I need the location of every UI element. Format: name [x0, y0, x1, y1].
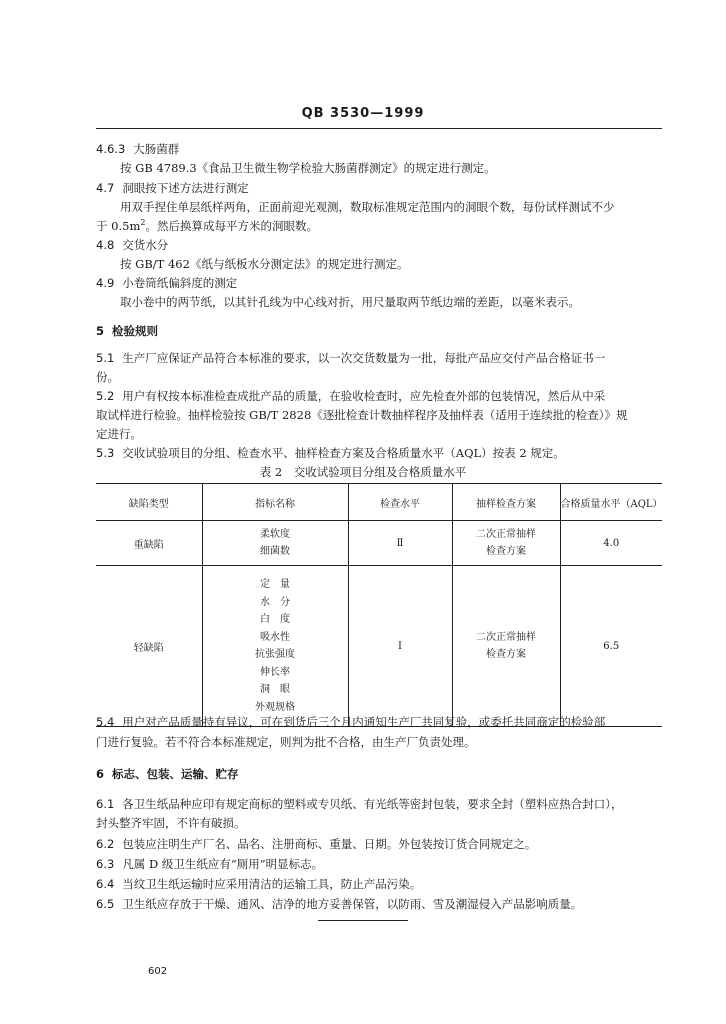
- clause-5-4: 5.4 用户对产品质量持有异议，可在到货后三个月内通知生产厂共同复验，或委托共同商定的检验部: [96, 715, 606, 729]
- col-header-aql: 合格质量水平（AQL）: [560, 484, 662, 521]
- table-row: [96, 521, 662, 566]
- clause-heading-4-8: 4.8 交货水分: [96, 238, 169, 252]
- clause-6-4: 6.4 当纹卫生纸运输时应采用清洁的运输工具，防止产品污染。: [96, 877, 422, 891]
- clause-6-2: 6.2 包装应注明生产厂名、品名、注册商标、重量、日期。外包装按订货合同规定之。: [96, 837, 537, 851]
- clause-body: 份。: [96, 370, 119, 384]
- page-number: 602: [148, 966, 168, 977]
- clause-5-2: 5.2 用户有权按本标准检查成批产品的质量，在验收检查时，应先检查外部的包装情况，然后从中采: [96, 389, 606, 403]
- cell-indicators: 定 量 水 分 白 度 吸水性 抗张强度 伸长率 洞 眼 外观规格: [202, 566, 348, 727]
- col-header-defect-type: 缺陷类型: [96, 484, 202, 521]
- clause-heading-4-9: 4.9 小卷筒纸偏斜度的测定: [96, 276, 238, 290]
- clause-body: 封头整齐牢固，不许有破损。: [96, 816, 246, 830]
- col-header-indicator: 指标名称: [202, 484, 348, 521]
- cell-aql: 4.0: [560, 521, 662, 566]
- col-header-sampling-plan: 抽样检查方案: [452, 484, 560, 521]
- header-rule: [96, 128, 662, 129]
- clause-6-1: 6.1 各卫生纸品种应印有规定商标的塑料或专贝纸、有光纸等密封包装，要求全封（塑料应热合封口），: [96, 797, 623, 811]
- clause-6-3: 6.3 凡属 D 级卫生纸应有“厕用”明显标志。: [96, 857, 324, 871]
- cell-sampling-plan: 二次正常抽样 检查方案: [452, 521, 560, 566]
- clause-heading-4-6-3: 4.6.3 大肠菌群: [96, 142, 180, 156]
- section-heading-5: 5 检验规则: [96, 324, 159, 338]
- section-heading-6: 6 标志、包装、运输、贮存: [96, 767, 239, 781]
- cell-indicators: 柔软度 细菌数: [202, 521, 348, 566]
- clause-5-3: 5.3 交收试验项目的分组、检查水平、抽样检查方案及合格质量水平（AQL）按表 2 规定。: [96, 446, 565, 460]
- clause-body: 定进行。: [96, 427, 142, 441]
- clause-body: 按 GB/T 462《纸与纸板水分测定法》的规定进行测定。: [120, 257, 409, 271]
- cell-sampling-plan: 二次正常抽样 检查方案: [452, 566, 560, 727]
- clause-body: 门进行复验。若不符合本标准规定，则判为批不合格，由生产厂负责处理。: [96, 735, 476, 749]
- cell-inspection-level: Ⅰ: [348, 566, 452, 727]
- table-row: [96, 566, 662, 727]
- table-caption: 表 2 交收试验项目分组及合格质量水平: [259, 465, 467, 479]
- col-header-inspection-level: 检查水平: [348, 484, 452, 521]
- clause-body: 取小卷中的两节纸，以其针孔线为中心线对折，用尺量取两节纸边端的差距，以毫米表示。: [120, 295, 580, 309]
- clause-body: 用双手捏住单层纸样两角，正面前迎光观测，数取标准规定范围内的洞眼个数，每份试样测试不少: [120, 200, 615, 214]
- clause-body: 取试样进行检验。抽样检验按 GB/T 2828《逐批检查计数抽样程序及抽样表（适用于连续批的检查）》规: [96, 408, 628, 422]
- acceptance-test-table: [96, 483, 662, 727]
- cell-inspection-level: Ⅱ: [348, 521, 452, 566]
- table-header-row: [96, 484, 662, 521]
- clause-5-1: 5.1 生产厂应保证产品符合本标准的要求，以一次交货数量为一批，每批产品应交付产品合格证书一: [96, 351, 606, 365]
- clause-6-5: 6.5 卫生纸应存放于干燥、通风、洁净的地方妥善保管，以防雨、雪及潮湿侵入产品影响质量。: [96, 897, 583, 911]
- cell-aql: 6.5: [560, 566, 662, 727]
- standard-code-header: QB 3530—1999: [301, 106, 425, 121]
- cell-defect-type: 轻缺陷: [96, 566, 202, 727]
- cell-defect-type: 重缺陷: [96, 521, 202, 566]
- clause-body: 按 GB 4789.3《食品卫生微生物学检验大肠菌群测定》的规定进行测定。: [120, 161, 496, 175]
- clause-heading-4-7: 4.7 洞眼按下述方法进行测定: [96, 181, 249, 195]
- clause-body: 于 $0.5m^2$。然后换算成每平方米的洞眼数。: [96, 218, 318, 233]
- end-rule: [318, 920, 408, 921]
